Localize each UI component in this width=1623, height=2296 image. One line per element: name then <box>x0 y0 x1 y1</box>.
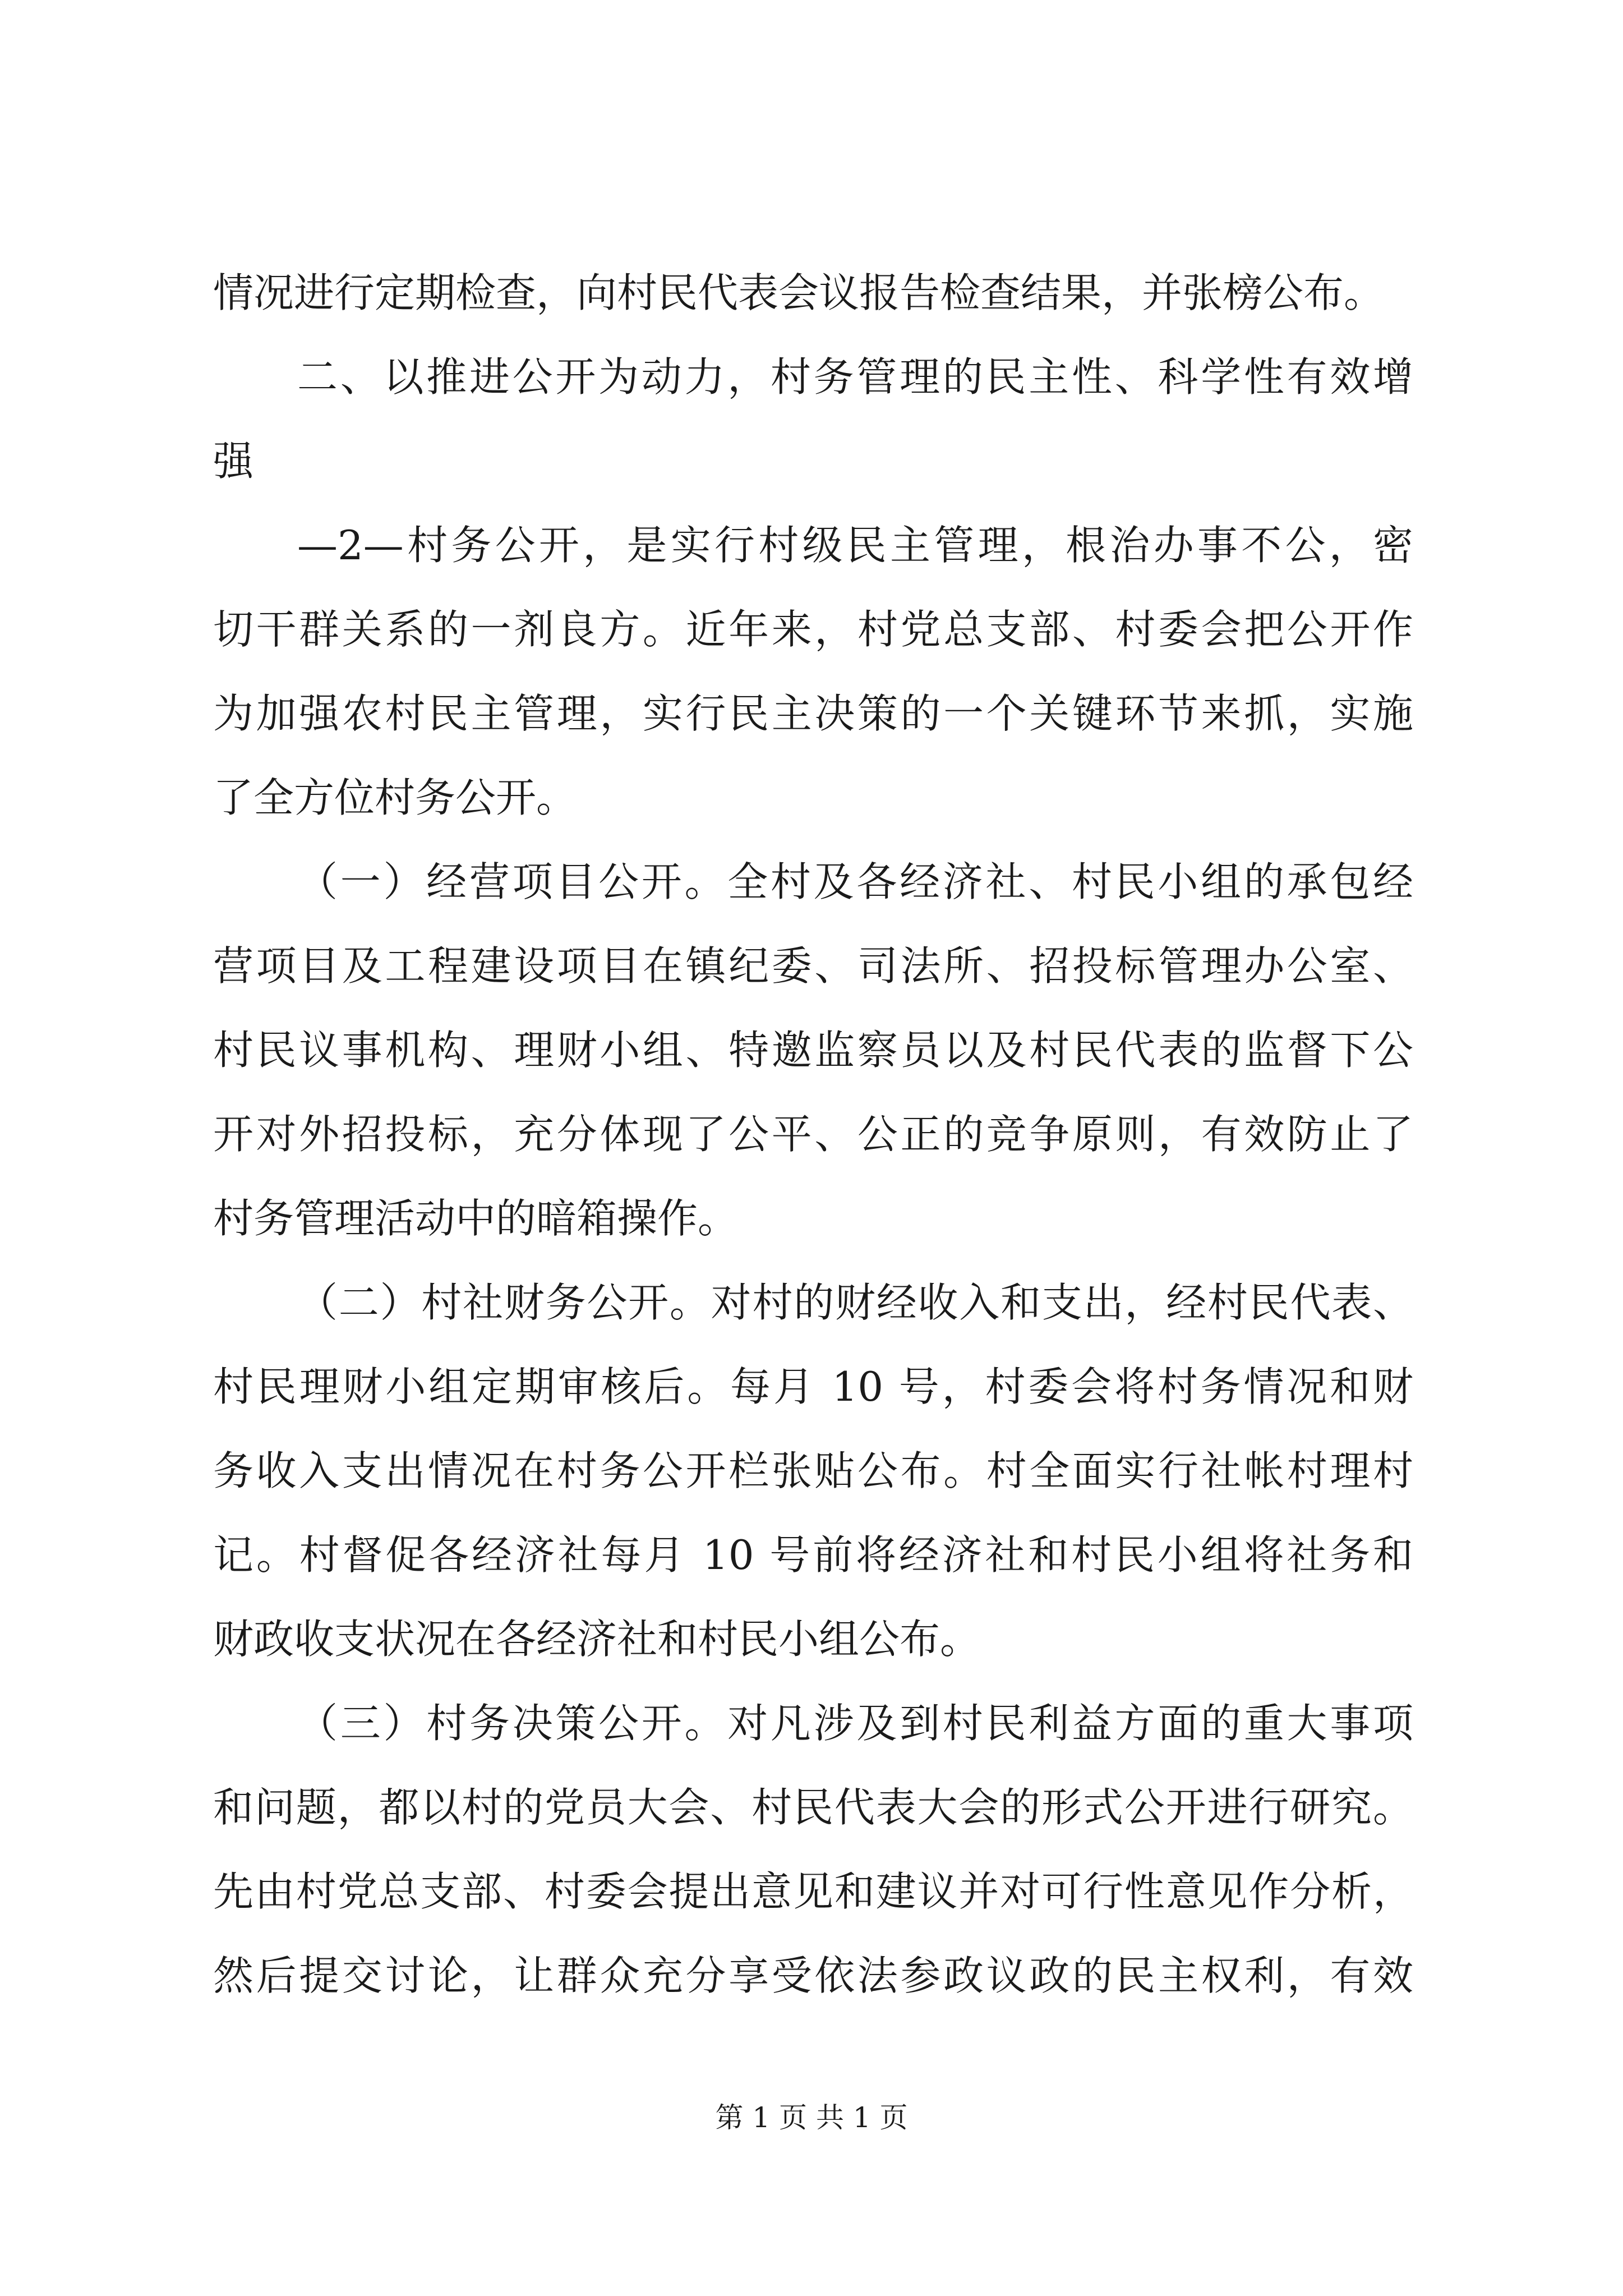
body-line: （三）村务决策公开。对凡涉及到村民利益方面的重大事项 <box>297 1700 1413 1747</box>
body-line: 和问题，都以村的党员大会、村民代表大会的形式公开进行研究。 <box>213 1784 1413 1831</box>
page-number-footer: 第 1 页 共 1 页 <box>715 2101 908 2134</box>
body-line: 了全方位村务公开。 <box>213 774 577 821</box>
section-heading-line: 二、以推进公开为动力，村务管理的民主性、科学性有效增 <box>297 353 1413 401</box>
body-line: 开对外招投标，充分体现了公平、公正的竞争原则，有效防止了 <box>213 1111 1413 1158</box>
body-line: 情况进行定期检查，向村民代表会议报告检查结果，并张榜公布。 <box>213 269 1385 316</box>
body-line: （二）村社财务公开。对村的财经收入和支出，经村民代表、 <box>297 1279 1413 1326</box>
body-line: （一）经营项目公开。全村及各经济社、村民小组的承包经 <box>297 858 1413 905</box>
body-line: 然后提交讨论，让群众充分享受依法参政议政的民主权利，有效 <box>213 1952 1413 1999</box>
body-line: 财政收支状况在各经济社和村民小组公布。 <box>213 1616 981 1663</box>
body-line: 村民理财小组定期审核后。每月 10 号，村委会将村务情况和财 <box>213 1363 1413 1410</box>
body-line: —2—村务公开，是实行村级民主管理，根治办事不公，密 <box>297 522 1413 569</box>
body-line: 先由村党总支部、村委会提出意见和建议并对可行性意见作分析， <box>213 1868 1413 1915</box>
body-line: 营项目及工程建设项目在镇纪委、司法所、招投标管理办公室、 <box>213 942 1413 990</box>
body-line: 村务管理活动中的暗箱操作。 <box>213 1195 739 1242</box>
body-line: 记。村督促各经济社每月 10 号前将经济社和村民小组将社务和 <box>213 1531 1413 1579</box>
body-line: 务收入支出情况在村务公开栏张贴公布。村全面实行社帐村理村 <box>213 1447 1413 1494</box>
body-line: 村民议事机构、理财小组、特邀监察员以及村民代表的监督下公 <box>213 1027 1413 1074</box>
section-heading-line: 强 <box>213 438 254 485</box>
body-line: 切干群关系的一剂良方。近年来，村党总支部、村委会把公开作 <box>213 606 1413 653</box>
body-line: 为加强农村民主管理，实行民主决策的一个关键环节来抓，实施 <box>213 690 1413 737</box>
